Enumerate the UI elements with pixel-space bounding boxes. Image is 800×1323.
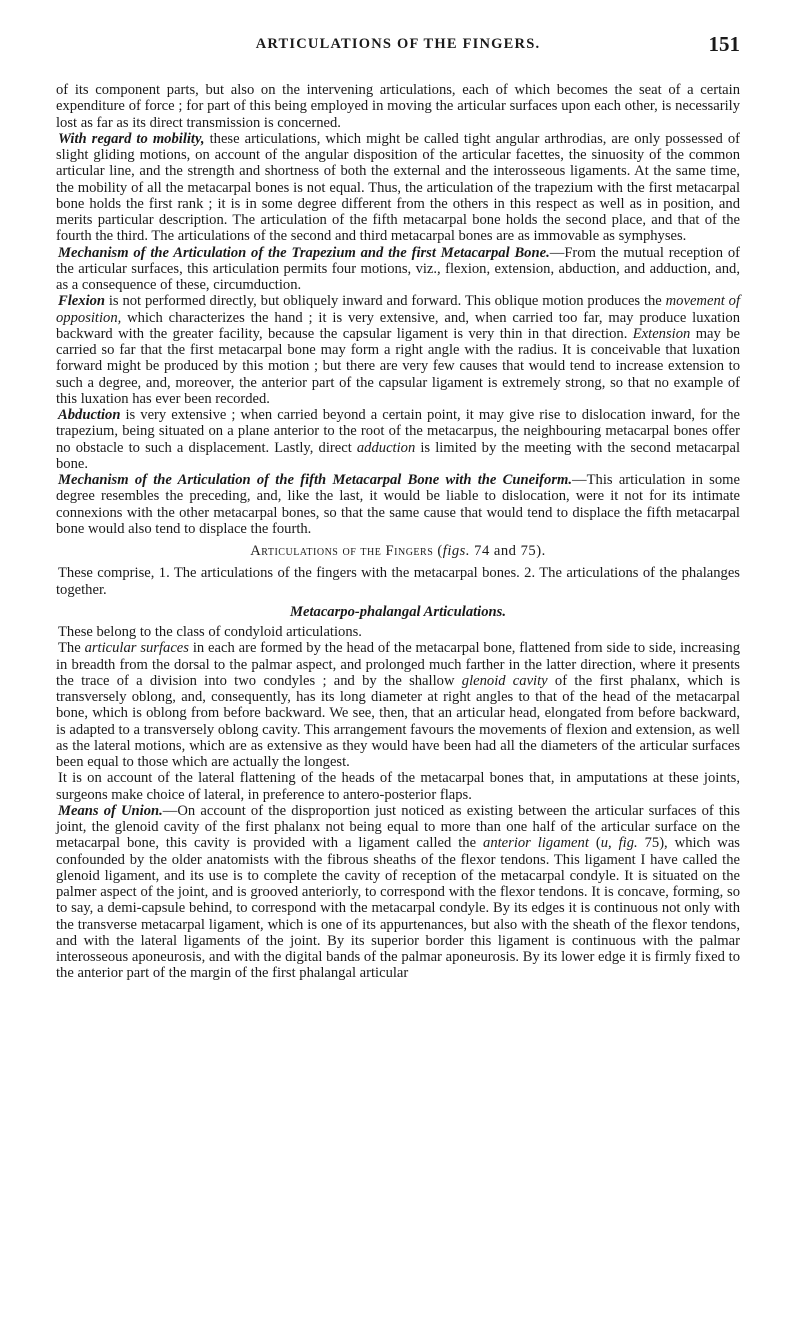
paragraph-text: 75), which was confounded by the older anatomists with the fibrous sheaths of the flexor tendons. This ligament I have called the glenoid ligament, and its use is to complete the cavity of reception of the metacarpal condyle. It is situated on the palmer aspect of the joint, and is grooved anteriorly, to correspond with the flexor tendons. It is concave, forming, so to say, a demi-capsule behind, to correspond with the metacarpal condyle. By its edges it is continuous not only with the transverse metacarpal ligament, which is one of its appurtenances, but also with the sheath of the flexor tendons, and with the lateral ligaments of the joint. By its superior border this ligament is continuous with the palmar interosseous aponeurosis, and with the digital bands of the palmar aponeurosis. By its lower edge it is firmly fixed to the anterior part of the margin of the first phalangal articular bbox=[56, 835, 740, 982]
italic-term: Extension bbox=[632, 325, 691, 342]
body-text bbox=[56, 82, 740, 982]
section-heading-figs: figs. bbox=[442, 543, 471, 559]
paragraph bbox=[56, 624, 740, 640]
paragraph-lead: Mechanism of the Articulation of the fifth Metacarpal Bone with the Cuneiform. bbox=[58, 472, 573, 488]
page-number: 151 bbox=[708, 32, 740, 56]
subsection-heading: Metacarpo-phalangal Articulations. bbox=[290, 603, 506, 620]
section-heading bbox=[56, 543, 740, 559]
page-header bbox=[56, 34, 740, 64]
paragraph-text: —On account of the disproportion just noticed as existing between the articular surfaces of this joint, the glenoid cavity of the first phalanx not being equal to more than one half of the articular surface on the metacarpal bone, this cavity is provided with a ligament called the bbox=[56, 802, 740, 852]
section-heading-figs-numbers: 74 and 75). bbox=[470, 543, 546, 559]
paragraph-text: is not performed directly, but obliquely inward and forward. This oblique motion produces the bbox=[105, 293, 666, 310]
paragraph-text: of its component parts, but also on the intervening articulations, each of which becomes the seat of a certain expenditure of force ; for part of this being employed in moving the articular surfaces upon each other, is necessarily lost as far as its direct transmission is concerned. bbox=[56, 82, 740, 131]
paragraph bbox=[56, 472, 740, 537]
paragraph bbox=[56, 770, 740, 803]
paragraph-lead: Abduction bbox=[58, 407, 121, 423]
paragraph-text: ( bbox=[588, 835, 601, 852]
paragraph bbox=[56, 640, 740, 770]
paragraph-text: It is on account of the lateral flattening of the heads of the metacarpal bones that, in amputations at these joints, surgeons make choice of lateral, in preference to antero-posterior flaps. bbox=[56, 770, 740, 803]
paragraph-lead: With regard to mobility, bbox=[58, 130, 205, 147]
paragraph-text: these articulations, which might be called tight angular arthrodias, are only possessed of slight gliding motions, on account of the angular disposition of the articular facettes, the sinuosity of the common articular line, and the strength and shortness of both the external and the interosseous ligaments. At the same time, the mobility of all the metacarpal bones is not equal. Thus, the articulation of the trapezium with the first metacarpal bone holds the first rank ; it is in some degree different from the others in this respect as well as in position, and merits particular description. The articulation of the fifth metacarpal bone holds the second place, and that of the fourth the third. The articulations of the second and third metacarpal bones are as immovable as symphyses. bbox=[56, 130, 740, 245]
paragraph bbox=[56, 293, 740, 407]
italic-term: adduction bbox=[356, 439, 416, 456]
italic-term: movement of opposition, bbox=[56, 293, 740, 326]
italic-term: articular surfaces bbox=[84, 640, 189, 657]
paragraph-text: —From the mutual reception of the articular surfaces, this articulation permits four motions, viz., flexion, extension, abduction, and adduction, and, as a consequence of these, circumduction. bbox=[56, 244, 740, 293]
paragraph-text: These comprise, 1. The articulations of the fingers with the metacarpal bones. 2. The articulations of the phalanges together. bbox=[56, 565, 740, 598]
section-heading-text: Articulations of the Fingers bbox=[250, 543, 434, 559]
paragraph bbox=[56, 407, 740, 472]
italic-term: glenoid cavity bbox=[461, 672, 548, 689]
running-head: ARTICULATIONS OF THE FINGERS. bbox=[255, 36, 541, 52]
paragraph-text: The bbox=[58, 640, 85, 657]
paragraph bbox=[56, 803, 740, 982]
paragraph-text: may be carried so far that the first metacarpal bone may form a right angle with the radius. It is conceivable that luxation forward might be produced by this motion ; but there are very few causes that would tend to increase extension to such a degree, and, moreover, the anterior part of the capsular ligament is extremely strong, so that no example of this luxation has ever been recorded. bbox=[56, 325, 740, 407]
book-page bbox=[56, 34, 740, 982]
paragraph-text: in each are formed by the head of the metacarpal bone, flattened from side to side, increasing in breadth from the dorsal to the palmar aspect, and prolonged much farther in the latter direction, where it presents the trace of a division into two condyles ; and by the shallow bbox=[56, 640, 741, 689]
paragraph-lead: Mechanism of the Articulation of the Trapezium and the first Metacarpal Bone. bbox=[58, 244, 550, 261]
paragraph-text: of the first phalanx, which is transversely oblong, and, consequently, has its long diameter at right angles to that of the head of the metacarpal bone, which is oblong from before backward. We see, then, that an articular head, elongated from before backward, is adapted to a transversely oblong cavity. This arrangement favours the movements of flexion and extension, as well as the lateral motions, which are as extensive as they would have been had all the diameters of the articular surfaces been equal to those which are actually the longest. bbox=[56, 672, 741, 770]
paragraph-lead: Means of Union. bbox=[58, 802, 163, 819]
paragraph bbox=[56, 245, 740, 294]
paragraph-lead: Flexion bbox=[58, 293, 106, 310]
paragraph-text: which characterizes the hand ; it is very extensive, and, when carried too far, may produce luxation backward with the greater facility, because the capsular ligament is very thin in that direction. bbox=[56, 309, 740, 342]
paragraph-text: is limited by the meeting with the second metacarpal bone. bbox=[56, 439, 741, 472]
paragraph-text: —This articulation in some degree resembles the preceding, and, like the last, it would be liable to dislocation, were it not for its intimate connexions with the other metacarpal bones, so that the same cause that would tend to displace the fifth metacarpal bone would also tend to displace the fourth. bbox=[56, 472, 740, 537]
section-heading-paren: ( bbox=[433, 543, 443, 559]
italic-term: u, fig. bbox=[600, 835, 638, 852]
paragraph bbox=[56, 565, 740, 598]
paragraph bbox=[56, 82, 740, 131]
italic-term: anterior ligament bbox=[483, 835, 589, 852]
paragraph bbox=[56, 131, 740, 245]
paragraph-text: is very extensive ; when carried beyond a certain point, it may give rise to dislocation inward, for the trapezium, being situated on a plane anterior to the root of the metacarpus, the neighbouring metacarpal bones offer no obstacle to such a displacement. Lastly, direct bbox=[56, 407, 740, 456]
paragraph-text: These belong to the class of condyloid articulations. bbox=[58, 624, 362, 640]
